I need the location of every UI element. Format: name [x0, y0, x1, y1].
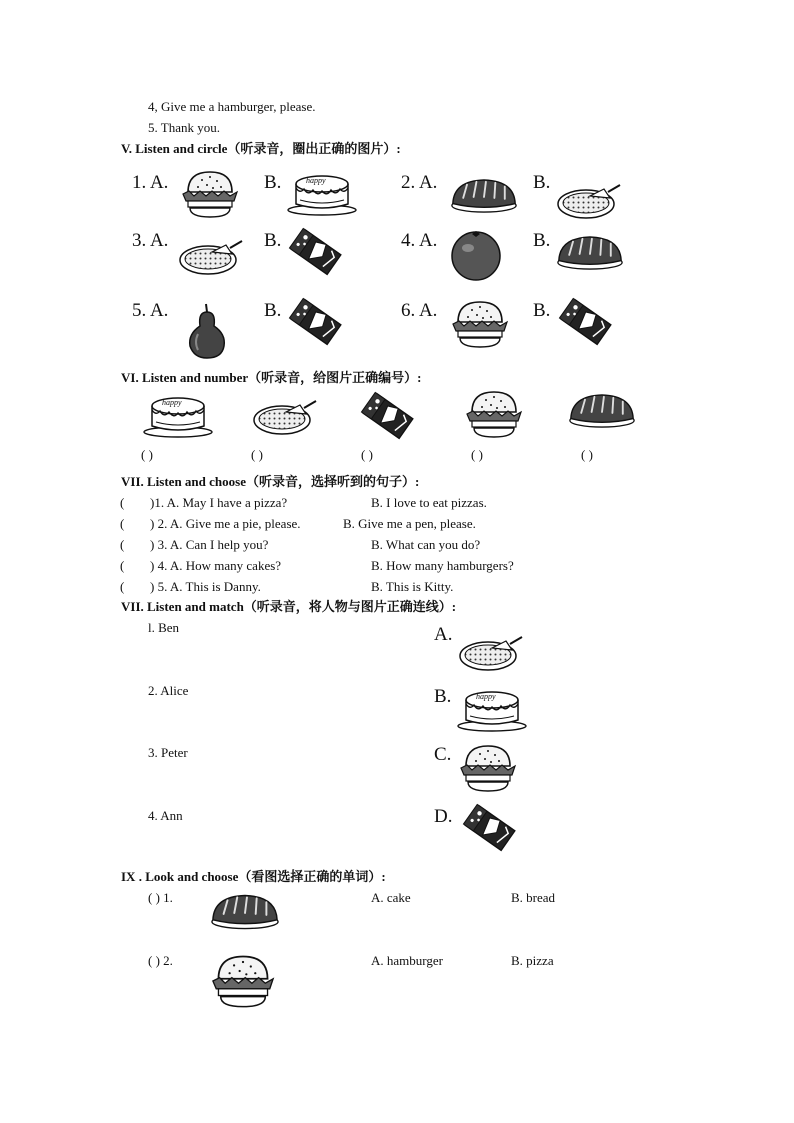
s5-item3-b: B.	[264, 230, 282, 251]
hamburger-icon	[464, 388, 524, 440]
cake-label: happy	[162, 398, 182, 407]
s5-item2-b: B.	[533, 172, 551, 193]
bread-icon	[568, 392, 636, 430]
look-2-option-a: A. hamburger	[371, 953, 443, 968]
number-blank-1[interactable]: ( )	[141, 447, 153, 462]
section-viii-title: VII. Listen and match（听录音，将人物与图片正确连线）:	[121, 599, 457, 614]
bread-icon	[556, 234, 624, 272]
choose-row-2: ( ) 2. A. Give me a pie, please.	[120, 516, 301, 531]
look-1-option-a: A. cake	[371, 890, 411, 905]
s5-item5-b: B.	[264, 300, 282, 321]
candy-icon	[288, 226, 344, 278]
section-vi-title: VI. Listen and number（听录音，给图片正确编号）:	[121, 370, 422, 385]
s5-item6-num: 6. A.	[401, 300, 438, 321]
orange-icon	[448, 226, 504, 282]
bread-icon	[450, 177, 518, 215]
s5-item6-b: B.	[533, 300, 551, 321]
hamburger-icon	[208, 952, 278, 1010]
look-2-option-b: B. pizza	[511, 953, 554, 968]
look-1-option-b: B. bread	[511, 890, 556, 905]
pizza-icon	[458, 632, 524, 672]
choose-row-5-b: B. This is Kitty.	[371, 579, 454, 594]
hamburger-icon	[180, 168, 240, 220]
choose-row-3: ( ) 3. A. Can I help you?	[120, 537, 269, 552]
s5-item4-b: B.	[533, 230, 551, 251]
person-ann: 4. Ann	[148, 808, 183, 823]
choose-row-4-b: B. How many hamburgers?	[371, 558, 514, 573]
choose-row-1: ( )1. A. May I have a pizza?	[120, 495, 288, 510]
person-peter: 3. Peter	[148, 745, 188, 760]
candy-icon	[288, 296, 344, 348]
s5-item4-num: 4. A.	[401, 230, 438, 251]
choose-row-1-b: B. I love to eat pizzas.	[371, 495, 487, 510]
match-option-a: A.	[434, 624, 453, 645]
candy-icon	[360, 390, 416, 442]
person-alice: 2. Alice	[148, 683, 189, 698]
number-blank-2[interactable]: ( )	[251, 447, 263, 462]
choose-row-4: ( ) 4. A. How many cakes?	[120, 558, 282, 573]
number-blank-5[interactable]: ( )	[581, 447, 593, 462]
choose-row-3-b: B. What can you do?	[371, 537, 481, 552]
hamburger-icon	[458, 742, 518, 794]
pizza-icon	[556, 180, 622, 220]
top-line-4: 4, Give me a hamburger, please.	[148, 99, 316, 114]
person-ben: l. Ben	[148, 620, 180, 635]
bread-icon	[210, 892, 280, 932]
pear-icon	[184, 298, 230, 360]
pizza-icon	[178, 236, 244, 276]
candy-icon	[558, 296, 614, 348]
choose-row-2-b: B. Give me a pen, please.	[343, 516, 476, 531]
section-vii-title: VII. Listen and choose（听录音，选择听到的句子）:	[121, 474, 420, 489]
choose-row-5: ( ) 5. A. This is Danny.	[120, 579, 261, 594]
pizza-icon	[252, 396, 318, 436]
s5-item1-num: 1. A.	[132, 172, 169, 193]
s5-item5-num: 5. A.	[132, 300, 169, 321]
candy-icon	[462, 802, 518, 854]
cake-label: happy	[306, 176, 326, 185]
cake-label: happy	[476, 692, 496, 701]
look-blank-2[interactable]: ( ) 2.	[148, 953, 173, 968]
section-ix-title: IX . Look and choose（看图选择正确的单词）:	[121, 869, 386, 884]
number-blank-3[interactable]: ( )	[361, 447, 373, 462]
s5-item1-b: B.	[264, 172, 282, 193]
section-v-title: V. Listen and circle（听录音，圈出正确的图片）:	[121, 141, 401, 156]
hamburger-icon	[450, 298, 510, 350]
match-option-d: D.	[434, 806, 453, 827]
number-blank-4[interactable]: ( )	[471, 447, 483, 462]
match-option-c: C.	[434, 744, 452, 765]
match-option-b: B.	[434, 686, 452, 707]
top-line-5: 5. Thank you.	[148, 120, 220, 135]
look-blank-1[interactable]: ( ) 1.	[148, 890, 173, 905]
s5-item2-num: 2. A.	[401, 172, 438, 193]
s5-item3-num: 3. A.	[132, 230, 169, 251]
